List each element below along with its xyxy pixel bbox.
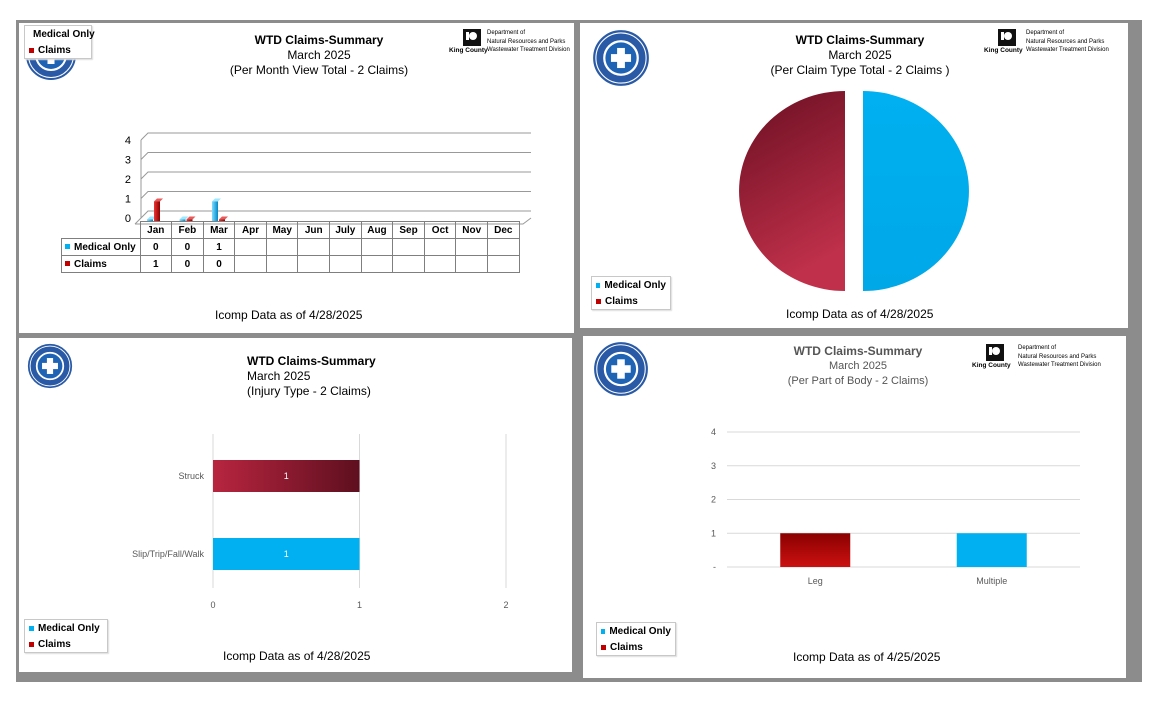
data-as-of-footer: Icomp Data as of 4/25/2025 <box>793 650 941 664</box>
king-county-crown-icon <box>463 29 481 46</box>
dept-line: Department of <box>1026 30 1065 36</box>
king-county-logo <box>984 29 1128 59</box>
y-tick-label: 2 <box>124 174 131 186</box>
month-header-cell: Apr <box>235 222 267 239</box>
legend-item-claims <box>25 42 91 58</box>
table-cell: 1 <box>203 239 235 256</box>
legend-swatch-medical-only <box>601 629 605 634</box>
table-cell <box>393 239 425 256</box>
legend-item-claims <box>597 639 675 655</box>
legend-swatch <box>65 244 70 249</box>
y-tick-label: 1 <box>124 193 131 206</box>
dept-line: Department of <box>1018 345 1057 351</box>
table-cell: 0 <box>203 256 235 273</box>
month-header-cell: Sep <box>393 222 425 239</box>
table-cell: 0 <box>172 239 204 256</box>
dept-line: Wastewater Treatment Division <box>487 47 570 53</box>
data-as-of-footer: Icomp Data as of 4/28/2025 <box>215 308 363 322</box>
data-label: 1 <box>283 471 289 481</box>
safety-seal-icon <box>27 343 73 389</box>
legend-label: Claims <box>610 641 643 653</box>
legend-swatch-claims <box>29 48 34 53</box>
y-tick-label: 0 <box>124 213 131 225</box>
table-corner-cell <box>62 222 141 239</box>
pie-slice-claims <box>739 91 845 291</box>
king-county-name: King County <box>449 47 488 54</box>
month-header-cell: May <box>266 222 298 239</box>
month-header-cell: Dec <box>488 222 520 239</box>
legend-item-medical-only <box>25 26 95 42</box>
month-header-cell: Mar <box>203 222 235 239</box>
y-tick-label: 2 <box>710 494 716 505</box>
panel-injury-type <box>19 338 572 672</box>
table-cell <box>456 256 488 273</box>
legend <box>591 276 671 310</box>
chart-subtitle: March 2025 <box>247 369 311 383</box>
chart-caption: (Per Claim Type Total - 2 Claims ) <box>770 63 950 77</box>
gridline <box>141 172 531 179</box>
legend-label: Claims <box>38 44 71 56</box>
category-label: Leg <box>807 576 823 586</box>
legend-label: Medical Only <box>33 28 95 40</box>
chart-caption: (Per Month View Total - 2 Claims) <box>229 63 409 77</box>
dept-line: Natural Resources and Parks <box>1026 38 1105 45</box>
table-cell <box>456 239 488 256</box>
table-cell <box>330 256 362 273</box>
data-as-of-footer: Icomp Data as of 4/28/2025 <box>786 307 934 321</box>
legend-item-claims <box>592 293 670 309</box>
month-header-cell: Nov <box>456 222 488 239</box>
table-cell <box>488 239 520 256</box>
legend <box>24 25 95 59</box>
y-tick-label: - <box>713 562 716 572</box>
chart-title-block <box>733 344 983 389</box>
table-cell <box>235 256 267 273</box>
legend <box>596 622 676 656</box>
legend-swatch-claims <box>29 642 34 647</box>
series-label: Medical Only <box>74 241 136 253</box>
month-header-cell: Jan <box>140 222 172 239</box>
injury-type-bar-chart <box>19 428 572 618</box>
legend-swatch-medical-only <box>596 283 600 288</box>
table-cell <box>361 239 393 256</box>
legend-swatch-claims <box>601 645 606 650</box>
king-county-logo <box>449 29 573 59</box>
bar-leg <box>780 533 850 567</box>
king-county-name: King County <box>972 362 1011 369</box>
per-month-bar-chart <box>19 123 574 228</box>
y-tick-label: 3 <box>124 154 131 167</box>
month-header-cell: Oct <box>424 222 456 239</box>
legend-label: Claims <box>38 638 71 650</box>
legend-swatch <box>65 261 70 266</box>
panel-part-of-body <box>583 336 1126 678</box>
y-axis-line <box>135 140 141 224</box>
month-header-cell: Feb <box>172 222 204 239</box>
category-label: Multiple <box>976 576 1008 586</box>
table-cell: 0 <box>172 256 204 273</box>
safety-seal-icon <box>592 29 650 87</box>
bar-claims <box>154 202 160 222</box>
table-cell <box>424 239 456 256</box>
chart-subtitle: March 2025 <box>287 48 351 62</box>
king-county-name: King County <box>984 47 1023 54</box>
dept-line: Department of <box>487 30 526 36</box>
table-row <box>62 239 520 256</box>
gridline <box>141 192 531 199</box>
claim-type-pie-chart <box>580 83 1128 298</box>
bar-multiple <box>957 533 1027 567</box>
table-row-header <box>62 239 141 256</box>
table-cell <box>235 239 267 256</box>
dept-line: Wastewater Treatment Division <box>1018 362 1101 368</box>
bar-top <box>154 199 163 202</box>
table-cell <box>361 256 393 273</box>
y-tick-label: 1 <box>710 528 716 539</box>
dept-line: Natural Resources and Parks <box>487 38 566 45</box>
dept-line: Natural Resources and Parks <box>1018 353 1097 360</box>
table-cell: 1 <box>140 256 172 273</box>
x-tick-label: 1 <box>356 600 363 610</box>
month-header-cell: Aug <box>361 222 393 239</box>
table-cell <box>330 239 362 256</box>
chart-title-block <box>209 33 429 78</box>
department-text <box>1018 344 1101 370</box>
chart-title: WTD Claims-Summary <box>254 33 384 47</box>
chart-caption: (Injury Type - 2 Claims) <box>247 384 371 398</box>
table-row-header <box>62 256 141 273</box>
table-cell <box>488 256 520 273</box>
data-label: 1 <box>283 549 289 559</box>
dept-line: Wastewater Treatment Division <box>1026 47 1109 53</box>
chart-subtitle: March 2025 <box>828 360 888 372</box>
category-label: Struck <box>178 471 204 481</box>
safety-seal-icon <box>593 341 649 397</box>
y-tick-label: 4 <box>124 135 131 147</box>
table-cell <box>424 256 456 273</box>
bar-top <box>212 199 221 202</box>
legend <box>24 619 108 653</box>
legend-label: Medical Only <box>604 279 666 291</box>
table-cell: 0 <box>140 239 172 256</box>
bar-top <box>219 217 228 220</box>
chart-subtitle: March 2025 <box>828 48 892 62</box>
table-row <box>62 256 520 273</box>
panel-per-claim-type <box>580 23 1128 328</box>
king-county-crown-icon <box>986 344 1004 361</box>
chart-title: WTD Claims-Summary <box>795 33 925 47</box>
department-text <box>487 29 570 55</box>
legend-label: Medical Only <box>609 625 671 637</box>
x-tick-label: 2 <box>503 600 509 610</box>
chart-title: WTD Claims-Summary <box>793 344 923 358</box>
table-cell <box>298 256 330 273</box>
chart-title: WTD Claims-Summary <box>247 354 376 368</box>
gridline <box>141 133 531 140</box>
table-cell <box>298 239 330 256</box>
gridline <box>141 153 531 160</box>
x-tick-label: 0 <box>210 600 216 610</box>
legend-swatch-claims <box>596 299 601 304</box>
per-month-data-table <box>61 221 520 273</box>
panel-per-month <box>19 23 574 333</box>
chart-title-block <box>720 33 1000 78</box>
table-cell <box>266 239 298 256</box>
table-header-row <box>62 222 520 239</box>
legend-item-claims <box>25 636 107 652</box>
data-as-of-footer: Icomp Data as of 4/28/2025 <box>223 649 371 663</box>
y-tick-label: 3 <box>710 460 716 471</box>
king-county-crown-icon <box>998 29 1016 46</box>
series-label: Claims <box>74 258 107 270</box>
bar-medical-only <box>212 202 218 222</box>
month-header-cell: Jun <box>298 222 330 239</box>
category-label: Slip/Trip/Fall/Walk <box>132 549 204 559</box>
table-cell <box>266 256 298 273</box>
gridline <box>141 211 531 218</box>
legend-item-medical-only <box>592 277 670 293</box>
table-cell <box>393 256 425 273</box>
legend-label: Claims <box>605 295 638 307</box>
y-tick-label: 4 <box>710 427 716 437</box>
part-of-body-bar-chart <box>583 421 1126 596</box>
month-header-cell: July <box>330 222 362 239</box>
chart-caption: (Per Part of Body - 2 Claims) <box>787 375 929 387</box>
chart-title-block <box>209 354 429 399</box>
legend-label: Medical Only <box>38 622 100 634</box>
king-county-logo <box>972 344 1126 374</box>
department-text <box>1026 29 1109 55</box>
legend-swatch-medical-only <box>29 626 34 631</box>
legend-item-medical-only <box>597 623 675 639</box>
legend-item-medical-only <box>25 620 107 636</box>
pie-slice-medical-only <box>863 91 969 291</box>
